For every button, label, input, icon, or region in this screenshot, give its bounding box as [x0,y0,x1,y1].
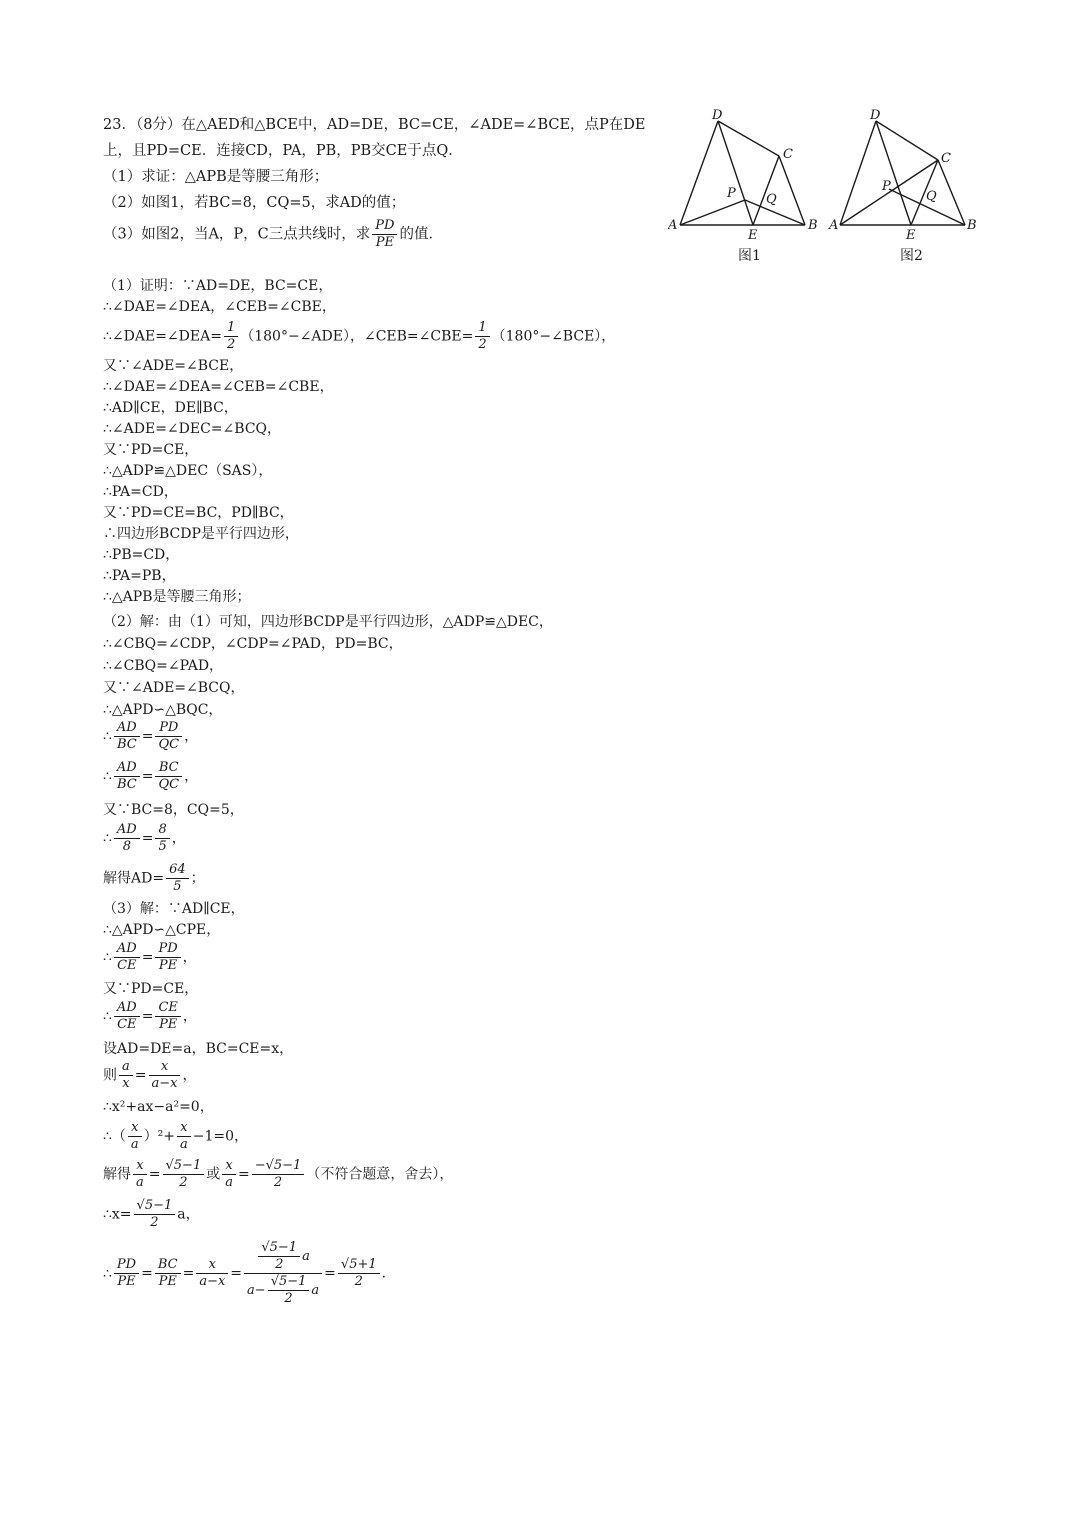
fig1-label-c: C [783,147,793,162]
solution-fraction-line: ∴ $\frac{AD}{BC}$ = $\frac{BC}{QC}$ ， [103,760,199,792]
solution-fraction-line: 则 $\frac{a}{x}$ = $\frac{x}{a-x}$ ， [103,1059,197,1091]
solution-line: ∴x²+ax−a²=0， [103,1099,214,1115]
solution-line: 又∵∠ADE=∠BCE， [103,358,244,374]
fig1-label-e: E [748,228,758,243]
solution-line: ∴△ADP≌△DEC（SAS）， [103,463,273,479]
solution-line: 设AD=DE=a，BC=CE=x， [103,1041,294,1057]
solution-fraction-line: ∴ $\frac{AD}{8}$ = $\frac{8}{5}$ ， [103,822,186,854]
solution-line: 又∵PD=CE， [103,442,199,458]
solution-line: ∴PA=PB， [103,568,176,584]
question-part-2: （2）如图1，若BC=8，CQ=5，求AD的值； [103,195,406,211]
fig1-label-d: D [712,108,723,123]
fraction-half: $\frac{1}{2}$ [224,320,238,353]
solution-line: ∴∠CBQ=∠PAD， [103,658,224,674]
figure-2 [840,121,965,225]
solution-line: ∴∠DAE=∠DEA= $\frac{1}{2}$ （180°−∠ADE），∠CEB=∠CBE= $\frac{1}{2}$ （180°−∠BCE）， [103,320,616,352]
fig2-label-d: D [870,108,881,123]
solution-line: 又∵∠ADE=∠BCQ， [103,680,245,696]
question-line-2: 上，且PD=CE．连接CD，PA，PB，PB交CE于点Q． [103,143,463,159]
fig2-label-a: A [829,218,839,233]
solution-line: （3）解：∵AD∥CE， [103,901,245,917]
solution-line: （2）解：由（1）可知，四边形BCDP是平行四边形，△ADP≌△DEC， [103,614,553,630]
solution-fraction-line: ∴x= $\frac{√5-1}{2}$ a， [103,1198,200,1230]
fig2-label-b: B [967,218,977,233]
solution-fraction-line: 解得AD= $\frac{64}{5}$ ； [103,862,205,894]
solution-fraction-line: 解得 $\frac{x}{a}$ = $\frac{√5-1}{2}$ 或 $\frac{x}{a}$ = $\frac{-√5-1}{2}$ （不符合题意，舍去）， [103,1158,454,1190]
solution-fraction-line: ∴ $\frac{AD}{CE}$ = $\frac{CE}{PE}$ ， [103,1000,197,1032]
question-part-1: （1）求证：△APB是等腰三角形； [103,169,329,185]
solution-line: （1）证明：∵AD=DE，BC=CE， [103,278,333,294]
fig1-label-q: Q [766,192,777,207]
question-part-3 [103,218,443,251]
fig2-label-e: E [906,228,916,243]
solution-line: ∴四边形BCDP是平行四边形， [103,526,299,542]
solution-line: ∴∠DAE=∠DEA=∠CEB=∠CBE， [103,379,334,395]
solution-line: ∴PA=CD， [103,484,178,500]
fig2-label-q: Q [926,189,937,204]
fig1-label-b: B [808,218,818,233]
fig2-label-p: P [882,179,891,194]
solution-line: ∴PB=CD， [103,547,180,563]
solution-line: 又∵BC=8，CQ=5， [103,802,244,818]
question-part-3-end: 的值． [399,226,443,243]
fig2-label-c: C [941,151,951,166]
solution-line: 又∵PD=CE， [103,981,199,997]
fig1-label-p: P [727,186,736,201]
solution-line: 又∵PD=CE=BC，PD∥BC， [103,505,294,521]
fig2-caption: 图2 [900,248,923,264]
solution-line: ∴△APD∽△CPE， [103,922,221,938]
fig1-caption: 图1 [738,248,761,264]
solution-line: ∴△APD∽△BQC， [103,702,223,718]
question-part-3-text: （3）如图2，当A，P，C三点共线时，求 [103,226,371,243]
fig1-label-a: A [668,218,678,233]
solution-line: ∴AD∥CE，DE∥BC， [103,400,238,416]
solution-fraction-line: ∴ $\frac{AD}{BC}$ = $\frac{PD}{QC}$ ， [103,720,199,752]
geometry-figures [668,108,990,268]
solution-fraction-line: ∴（ $\frac{x}{a}$ ）²+ $\frac{x}{a}$ −1=0， [103,1120,249,1152]
figure-2-labels [828,108,977,264]
solution-final-expression: ∴ $\frac{PD}{PE}$ = $\frac{BC}{PE}$ = $\frac{x}{a-x}$ = $\frac{√5-1}{2}$ a a− $\frac{√5-1}{2}$ a = $\frac{√5+1}{2}$ ． [103,1240,396,1306]
solution-line: ∴∠CBQ=∠CDP，∠CDP=∠PAD，PD=BC， [103,636,403,652]
compound-fraction: $\frac{√5-1}{2}$ a a− $\frac{√5-1}{2}$ a [244,1240,322,1307]
solution-line: ∴△APB是等腰三角形； [103,589,251,605]
fraction-half: $\frac{1}{2}$ [475,320,489,353]
figure-1-labels [668,108,818,264]
question-line-1: 23．（8分）在△AED和△BCE中，AD=DE，BC=CE，∠ADE=∠BCE，点P在DE [103,117,646,133]
solution-line: ∴∠DAE=∠DEA，∠CEB=∠CBE， [103,299,336,315]
fraction-pd-pe: $\frac{PD}{PE}$ [372,218,397,251]
solution-line: ∴∠ADE=∠DEC=∠BCQ， [103,421,282,437]
solution-fraction-line: ∴ $\frac{AD}{CE}$ = $\frac{PD}{PE}$ ， [103,941,197,973]
figure-1 [680,121,805,225]
